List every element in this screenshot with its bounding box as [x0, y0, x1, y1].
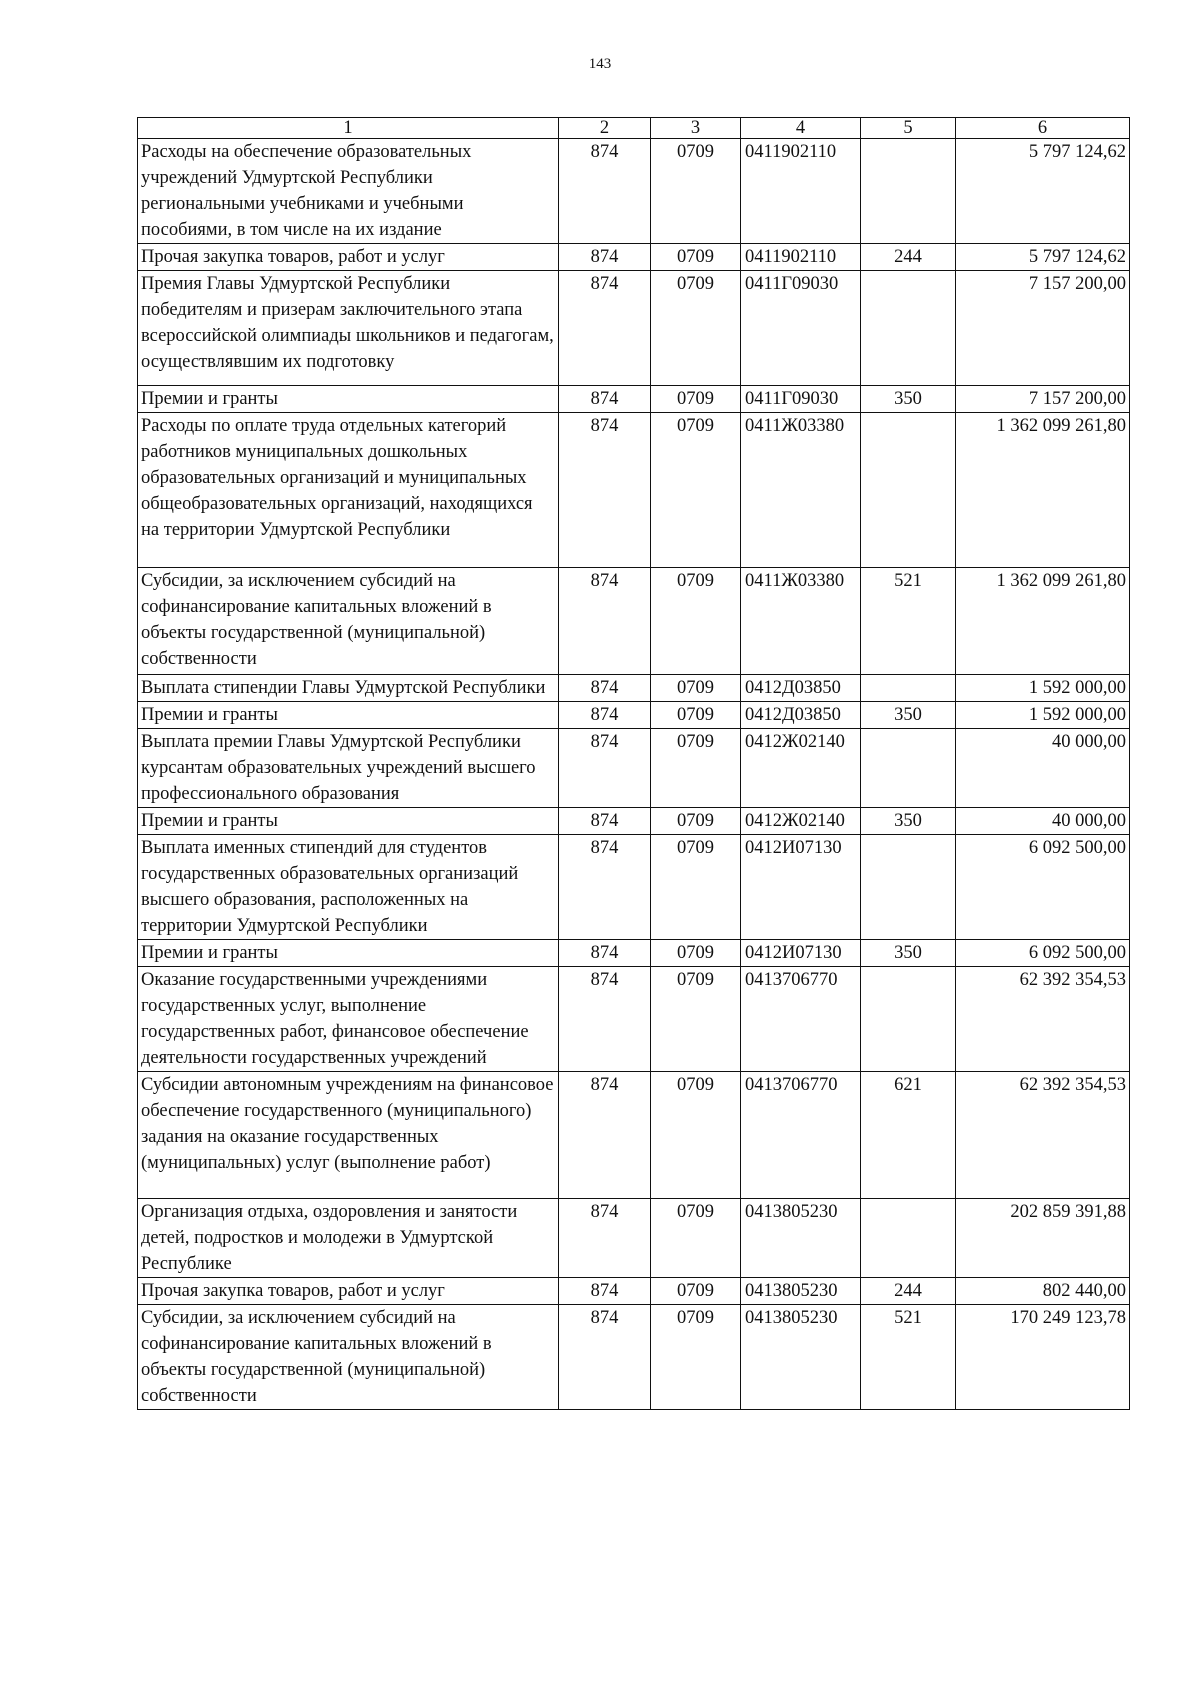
cell-target-code: 0413805230	[741, 1305, 861, 1410]
cell-ministry-code: 874	[559, 675, 651, 702]
cell-ministry-code: 874	[559, 808, 651, 835]
cell-ministry-code: 874	[559, 1072, 651, 1199]
cell-expense-type: 350	[861, 386, 956, 413]
cell-ministry-code: 874	[559, 244, 651, 271]
cell-target-code: 0412Д03850	[741, 702, 861, 729]
cell-expense-type: 521	[861, 568, 956, 675]
cell-target-code: 0413805230	[741, 1199, 861, 1278]
cell-name: Прочая закупка товаров, работ и услуг	[138, 1278, 559, 1305]
cell-amount: 202 859 391,88	[956, 1199, 1130, 1278]
cell-name: Выплата стипендии Главы Удмуртской Республики	[138, 675, 559, 702]
cell-target-code: 0411902110	[741, 139, 861, 244]
cell-name: Премии и гранты	[138, 386, 559, 413]
cell-section-code: 0709	[651, 675, 741, 702]
table-row	[138, 1072, 1130, 1199]
cell-section-code: 0709	[651, 1072, 741, 1199]
column-header-3: 3	[651, 118, 741, 139]
cell-section-code: 0709	[651, 702, 741, 729]
cell-amount: 40 000,00	[956, 729, 1130, 808]
budget-table	[137, 117, 1130, 1410]
cell-section-code: 0709	[651, 1199, 741, 1278]
column-header-5: 5	[861, 118, 956, 139]
cell-expense-type	[861, 729, 956, 808]
table-row	[138, 1305, 1130, 1410]
cell-section-code: 0709	[651, 139, 741, 244]
cell-expense-type: 244	[861, 1278, 956, 1305]
cell-target-code: 0411902110	[741, 244, 861, 271]
cell-section-code: 0709	[651, 413, 741, 568]
cell-amount: 6 092 500,00	[956, 940, 1130, 967]
table-row	[138, 139, 1130, 244]
cell-target-code: 0413706770	[741, 967, 861, 1072]
table-row	[138, 271, 1130, 386]
table-row	[138, 967, 1130, 1072]
cell-name: Субсидии, за исключением субсидий на софинансирование капитальных вложений в объекты государственной (муниципальной) собственности	[138, 1305, 559, 1410]
table-row	[138, 702, 1130, 729]
cell-target-code: 0412И07130	[741, 940, 861, 967]
cell-ministry-code: 874	[559, 271, 651, 386]
cell-amount: 802 440,00	[956, 1278, 1130, 1305]
header-row	[138, 118, 1130, 139]
cell-expense-type	[861, 835, 956, 940]
cell-target-code: 0412Ж02140	[741, 729, 861, 808]
table-row	[138, 244, 1130, 271]
cell-expense-type	[861, 271, 956, 386]
cell-amount: 62 392 354,53	[956, 967, 1130, 1072]
cell-target-code: 0413805230	[741, 1278, 861, 1305]
cell-target-code: 0412Ж02140	[741, 808, 861, 835]
table-row	[138, 386, 1130, 413]
cell-name: Организация отдыха, оздоровления и занятости детей, подростков и молодежи в Удмуртской Республике	[138, 1199, 559, 1278]
cell-name: Премии и гранты	[138, 940, 559, 967]
cell-name: Выплата именных стипендий для студентов государственных образовательных организаций высшего образования, расположенных на территории Удмуртской Республики	[138, 835, 559, 940]
cell-section-code: 0709	[651, 568, 741, 675]
cell-target-code: 0413706770	[741, 1072, 861, 1199]
cell-name: Премии и гранты	[138, 808, 559, 835]
table-row	[138, 1199, 1130, 1278]
table-row	[138, 808, 1130, 835]
table-row	[138, 940, 1130, 967]
cell-ministry-code: 874	[559, 1305, 651, 1410]
cell-expense-type: 350	[861, 702, 956, 729]
cell-ministry-code: 874	[559, 729, 651, 808]
table-row	[138, 729, 1130, 808]
cell-target-code: 0412Д03850	[741, 675, 861, 702]
cell-target-code: 0411Г09030	[741, 271, 861, 386]
cell-expense-type: 521	[861, 1305, 956, 1410]
cell-name: Прочая закупка товаров, работ и услуг	[138, 244, 559, 271]
cell-ministry-code: 874	[559, 702, 651, 729]
table-row	[138, 675, 1130, 702]
cell-target-code: 0411Г09030	[741, 386, 861, 413]
cell-expense-type: 350	[861, 940, 956, 967]
cell-ministry-code: 874	[559, 413, 651, 568]
cell-expense-type	[861, 413, 956, 568]
cell-amount: 1 362 099 261,80	[956, 568, 1130, 675]
cell-amount: 40 000,00	[956, 808, 1130, 835]
table-row	[138, 568, 1130, 675]
cell-section-code: 0709	[651, 386, 741, 413]
table-row	[138, 835, 1130, 940]
page-number: 143	[588, 56, 612, 72]
cell-section-code: 0709	[651, 271, 741, 386]
column-header-6: 6	[956, 118, 1130, 139]
cell-section-code: 0709	[651, 729, 741, 808]
cell-amount: 62 392 354,53	[956, 1072, 1130, 1199]
cell-ministry-code: 874	[559, 568, 651, 675]
cell-name: Субсидии, за исключением субсидий на софинансирование капитальных вложений в объекты государственной (муниципальной) собственности	[138, 568, 559, 675]
cell-expense-type: 621	[861, 1072, 956, 1199]
table-body	[138, 139, 1130, 1410]
cell-amount: 5 797 124,62	[956, 139, 1130, 244]
cell-expense-type: 350	[861, 808, 956, 835]
cell-ministry-code: 874	[559, 1199, 651, 1278]
cell-amount: 7 157 200,00	[956, 271, 1130, 386]
cell-name: Премия Главы Удмуртской Республики победителям и призерам заключительного этапа всероссийской олимпиады школьников и педагогам, осуществлявшим их подготовку	[138, 271, 559, 386]
cell-amount: 1 592 000,00	[956, 675, 1130, 702]
table-row	[138, 413, 1130, 568]
cell-section-code: 0709	[651, 835, 741, 940]
cell-expense-type	[861, 967, 956, 1072]
cell-ministry-code: 874	[559, 835, 651, 940]
cell-section-code: 0709	[651, 1305, 741, 1410]
cell-section-code: 0709	[651, 940, 741, 967]
cell-target-code: 0411Ж03380	[741, 568, 861, 675]
cell-target-code: 0412И07130	[741, 835, 861, 940]
cell-name: Выплата премии Главы Удмуртской Республики курсантам образовательных учреждений высшего профессионального образования	[138, 729, 559, 808]
cell-name: Субсидии автономным учреждениям на финансовое обеспечение государственного (муниципального) задания на оказание государственных (муниципальных) услуг (выполнение работ)	[138, 1072, 559, 1199]
cell-amount: 6 092 500,00	[956, 835, 1130, 940]
cell-ministry-code: 874	[559, 940, 651, 967]
cell-name: Премии и гранты	[138, 702, 559, 729]
cell-expense-type	[861, 675, 956, 702]
cell-name: Расходы по оплате труда отдельных категорий работников муниципальных дошкольных образовательных организаций и муниципальных общеобразовательных организаций, находящихся на территории Удмуртской Республики	[138, 413, 559, 568]
cell-expense-type	[861, 1199, 956, 1278]
cell-amount: 1 592 000,00	[956, 702, 1130, 729]
cell-section-code: 0709	[651, 808, 741, 835]
cell-amount: 7 157 200,00	[956, 386, 1130, 413]
cell-ministry-code: 874	[559, 967, 651, 1072]
column-header-2: 2	[559, 118, 651, 139]
cell-amount: 5 797 124,62	[956, 244, 1130, 271]
cell-target-code: 0411Ж03380	[741, 413, 861, 568]
cell-section-code: 0709	[651, 1278, 741, 1305]
column-header-4: 4	[741, 118, 861, 139]
table-row	[138, 1278, 1130, 1305]
cell-section-code: 0709	[651, 244, 741, 271]
cell-ministry-code: 874	[559, 386, 651, 413]
cell-expense-type: 244	[861, 244, 956, 271]
column-header-1: 1	[138, 118, 559, 139]
cell-ministry-code: 874	[559, 1278, 651, 1305]
cell-name: Расходы на обеспечение образовательных учреждений Удмуртской Республики региональными учебниками и учебными пособиями, в том числе на их издание	[138, 139, 559, 244]
cell-ministry-code: 874	[559, 139, 651, 244]
cell-amount: 170 249 123,78	[956, 1305, 1130, 1410]
cell-amount: 1 362 099 261,80	[956, 413, 1130, 568]
cell-expense-type	[861, 139, 956, 244]
cell-section-code: 0709	[651, 967, 741, 1072]
cell-name: Оказание государственными учреждениями государственных услуг, выполнение государственных работ, финансовое обеспечение деятельности государственных учреждений	[138, 967, 559, 1072]
